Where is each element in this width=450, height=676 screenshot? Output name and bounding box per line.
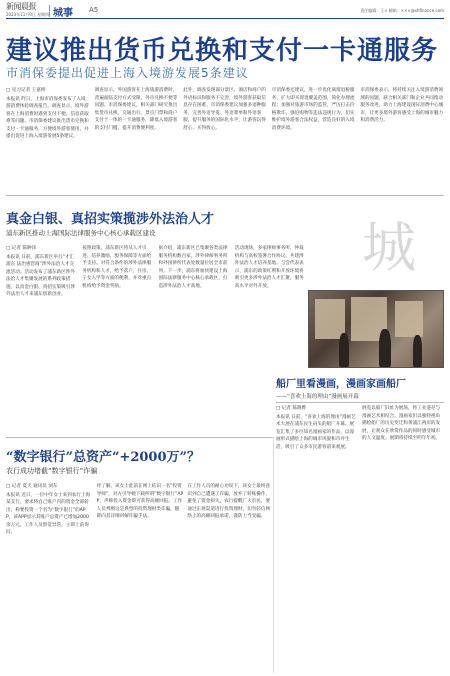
section-watermark: 城 <box>362 216 418 279</box>
header-divider <box>49 5 50 17</box>
article1-paragraph: 市消保委还建议，进一步优化离境退税服务，扩大即买即退覆盖范围，简化办理流程；加强对旅游市场的监管，严厉打击价格欺诈、强迫购物等违法违规行为，切实维护境外游客合法权益，营造良好的入境消费环境。 <box>271 88 355 131</box>
page-header <box>6 3 444 19</box>
article1-column <box>6 87 90 192</box>
article2-paragraph: 本报讯 日前，浦东新区举行“才汇浦东 法治惠营商”涉外法治人才交流活动。活动发布了浦东新区涉外法治人才集聚发展的系列政策措施，以真金白银、真招实策吸引涉外法治人才来浦东创新创业。 <box>6 254 75 297</box>
article2-byline: □ 记者 陈翀泽 <box>6 246 37 251</box>
photo-visitor <box>413 335 422 367</box>
article2-column <box>6 245 77 430</box>
article2-paragraph: 按照政策，浦东新区将从人才引进、培养激励、服务保障等方面给予支持。对符合条件的涉外法律服务机构和人才，给予落户、住房、子女入学等方面的便利，并对重点机构给予资金奖励。 <box>82 246 152 289</box>
article1-paragraph: 本报讯 昨日，上海市消保委发布了入境游消费体验调查报告。调查显示，境外游客在上海消费时遇到支付不便、信息获取难等问题。市消保委建议推出货币兑换和支付一卡通服务，方便境外游客使用，并提出促进上海入境游发展5条建议。 <box>6 96 89 139</box>
section-divider <box>6 195 444 196</box>
section-name: 城事 <box>53 8 73 19</box>
article3-headline: 船厂里看漫画，漫画家画船厂 <box>276 379 406 390</box>
article4-column <box>187 483 274 673</box>
article3-column <box>276 405 358 673</box>
article1-column <box>272 87 356 192</box>
photo-visitor <box>379 329 391 367</box>
article3-subhead: ——“喜欢上海的理由”漫画展开幕 <box>276 394 359 400</box>
article1-body <box>6 87 444 192</box>
article3-paragraph: 本报讯 日前，“喜欢上海的理由”漫画艺术大展在浦东民生码头的船厂开幕。展览汇集了多位知名漫画家的作品，以漫画形式描绘上海的城市风貌和市井生活，吸引了众多市民游客前来观展。 <box>276 414 356 450</box>
article1-column <box>95 87 179 192</box>
article4-column <box>97 483 184 673</box>
photo-visitor <box>339 333 349 367</box>
article1-subhead: 市消保委提出促进上海入境游发展5条建议 <box>6 66 249 80</box>
issue-date: 2023年11月9日 星期四 <box>6 12 50 17</box>
article4-paragraph: 在工作人员的耐心劝说下，该女士最终意识到自己遭遇了诈骗，放弃了转账操作，避免了资金损失。农行提醒广大市民，要通过正规渠道进行投资理财，切勿轻信网络上的高额回报承诺，谨防上当受骗。 <box>187 484 271 519</box>
article2-subhead: 浦东新区推动上海国际法律服务中心核心承载区建设 <box>6 229 156 237</box>
article4-headline: “数字银行”总资产“+2000万”？ <box>6 450 200 465</box>
article4-body <box>6 483 274 673</box>
article1-column <box>183 87 267 192</box>
article1-headline: 建议推出货币兑换和支付一卡通服务 <box>6 36 439 66</box>
article1-paragraph: 市消保委表示，将持续关注入境游消费领域的问题，联合相关部门和企业共同推动服务改进，助力上海建设国际消费中心城市，让更多境外游客感受上海的城市魅力和消费活力。 <box>360 88 444 123</box>
article2-column <box>82 245 153 430</box>
page-number: A5 <box>89 6 99 14</box>
article4-byline: □ 记者 夏天 通讯员 刘东 <box>6 484 58 489</box>
article4-column <box>6 483 93 673</box>
section-divider <box>6 437 274 438</box>
article2-headline: 真金白银、真招实策揽涉外法治人才 <box>6 212 215 227</box>
article3-column <box>362 405 444 673</box>
newspaper-logo: 新闻晨报 <box>6 2 36 11</box>
article3-body <box>276 405 444 673</box>
article3-photo <box>308 290 444 368</box>
article2-paragraph: 活动现场，多家律师事务所、仲裁机构与高校签署合作协议，共建涉外法治人才培养基地。与会代表表示，浦东的政策红利和开放环境将吸引更多涉外法治人才汇聚，服务高水平对外开放。 <box>234 246 304 289</box>
article2-column <box>159 245 230 430</box>
article1-paragraph: 此外，调查发现部分景区、酒店和商户的外语标识和服务不完善，境外游客获取信息存在困难。市消保委建议加强多语种服务，完善外语导览、外语菜单和外语客服，提升服务的国际化水平，让游客玩得舒心、买得放心。 <box>183 88 266 131</box>
article3-paragraph: 展览以船厂旧址为展场，将工业遗存与漫画艺术相结合。漫画家们以独特视角描绘船厂的历史变迁和黄浦江两岸的发展，让观众在欣赏作品的同时感受城市的人文温度。展期将持续至明年年初。 <box>362 406 441 441</box>
article4-paragraph: 经了解，该女士此前在网上结识一名“投资导师”，对方引导她下载所谓“数字银行”APP，声称投入资金即可获得高额回报。工作人员判断这是典型的投资理财类诈骗，随即向其详细讲解诈骗手法。 <box>96 484 184 519</box>
article1-column <box>360 87 444 192</box>
editor-info: 责任编辑：王× 邮箱：×××@shfinance.com <box>360 8 444 13</box>
article2-paragraph: 据介绍，浦东新区已集聚各类法律服务机构数百家，涉外律师事务所和外国律所代表处数量位居全市前列。下一步，浦东将加快建设上海国际法律服务中心核心承载区，打造涉外法治人才高地。 <box>158 246 228 289</box>
section-divider <box>276 402 444 403</box>
article1-byline: □ 见习记者 王嘉纳 <box>6 88 46 93</box>
article3-byline: □ 记者 陈晓晔 <box>276 406 307 411</box>
article4-subhead: 农行成功堵截“数字银行”诈骗 <box>6 467 98 475</box>
article1-paragraph: 调查显示，外国游客在上海旅游消费时，普遍面临支付方式受限、外币兑换不便等问题。市消保委建议，相关部门研究推出集货币兑换、交通出行、景点门票和商户支付于一体的一卡通服务，降低入境游客的支付门槛，提升消费便利度。 <box>94 88 178 131</box>
article2-body <box>6 245 306 430</box>
photo-artwork-panel <box>395 301 423 337</box>
article4-paragraph: 本报讯 近日，一位中年女士来到农行上海某支行，要求将自己账户内的资金全部转出，称要投资一个名为“数字银行”的APP，该APP显示其账户总资产已增加2000余万元。工作人员察觉异常，立即上前询问。 <box>6 492 91 535</box>
